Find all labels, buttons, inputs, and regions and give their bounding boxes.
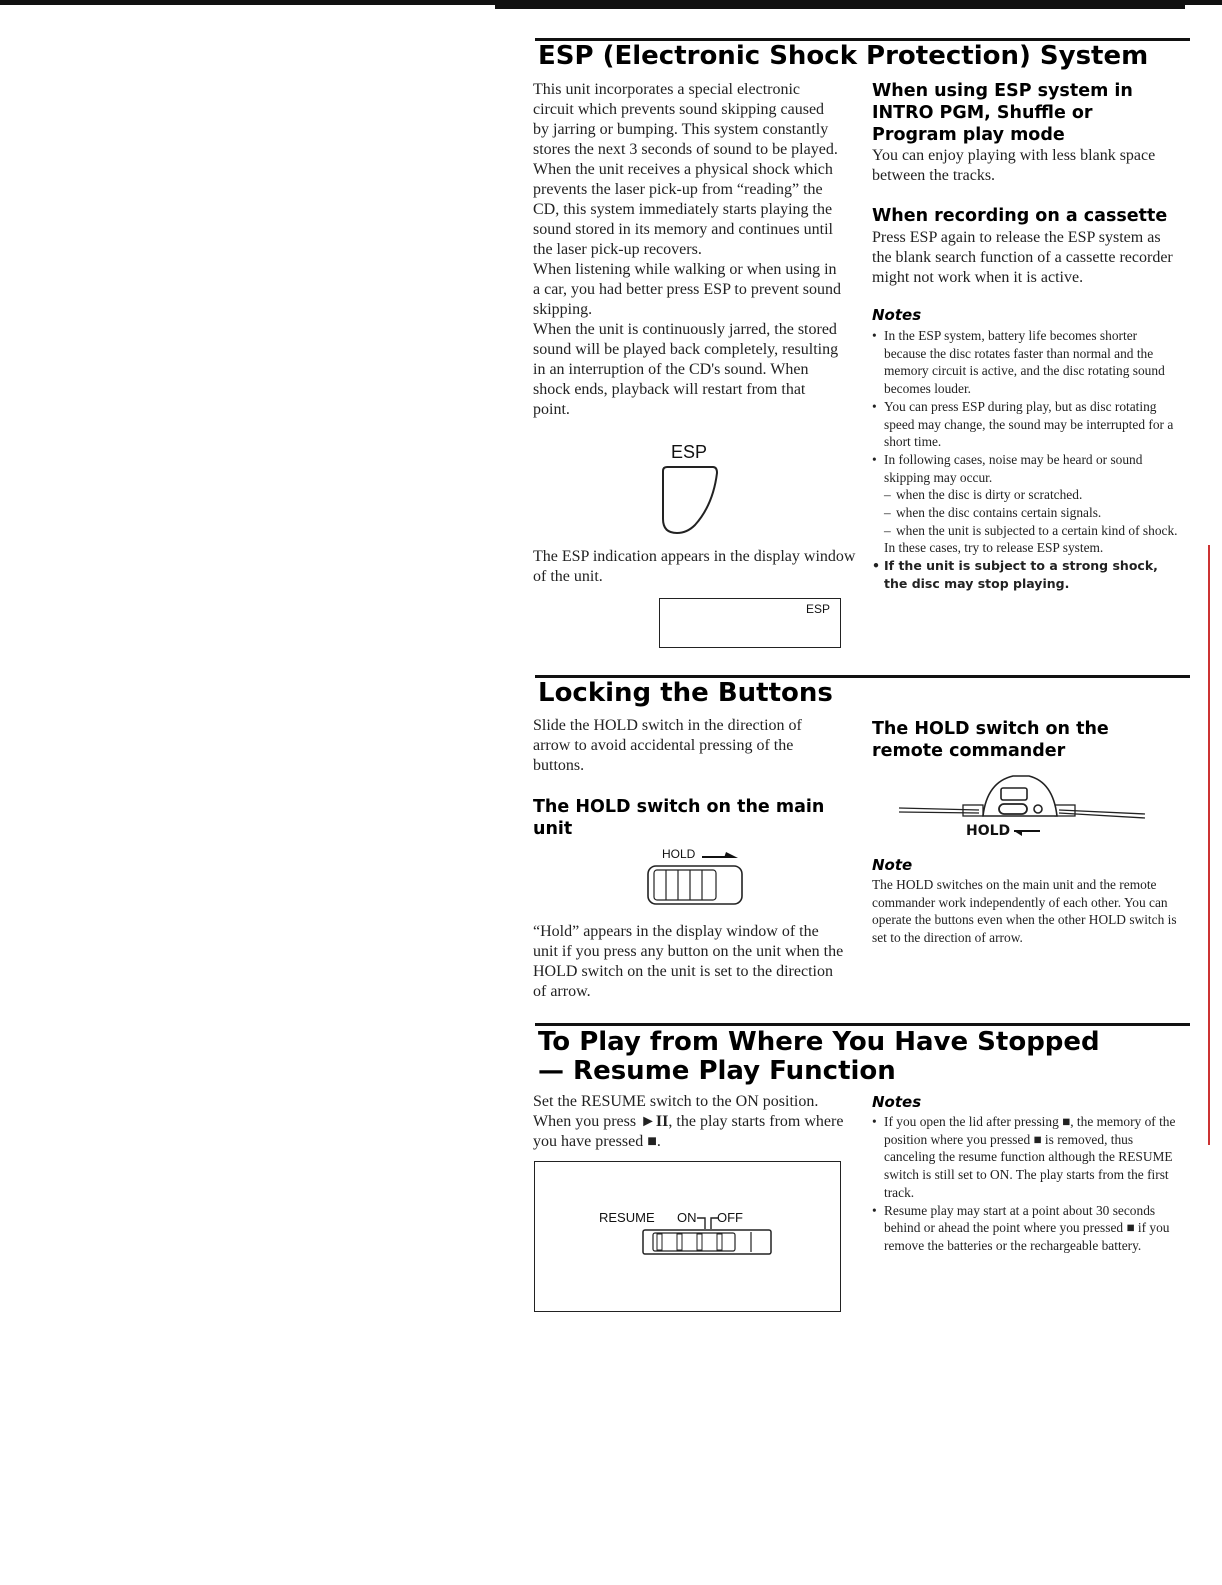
remote-hold-label: HOLD <box>966 823 1011 839</box>
main-hold-switch-icon <box>646 864 746 908</box>
esp-button-label: ESP <box>671 442 708 462</box>
esp-intro-pgm-heading: When using ESP system in INTRO PGM, Shuffle or Program play mode <box>872 81 1133 145</box>
resume-off-label: OFF <box>717 1210 743 1225</box>
resume-notes-heading: Notes <box>872 1093 922 1111</box>
resume-notes-list <box>872 1113 1184 1255</box>
esp-notes-list <box>872 327 1182 593</box>
resume-section-rule <box>535 1023 1190 1026</box>
esp-note-1: • In the ESP system, battery life becomes shorter because the disc rotates faster than normal and the memory circuit is active, and the disc rotating sound becomes louder. <box>872 327 1182 398</box>
lock-note-heading: Note <box>872 856 913 874</box>
lock-remote-heading: The HOLD switch on the remote commander <box>872 719 1109 761</box>
lock-intro-text: Slide the HOLD switch in the direction of arrow to avoid accidental pressing of the buttons. <box>533 717 802 774</box>
remote-commander-icon <box>897 772 1147 822</box>
top-rule-secondary <box>495 5 1185 9</box>
esp-intro-paragraph: This unit incorporates a special electronic circuit which prevents sound skipping caused by jarring or bumping. This system constantly stores the next 3 seconds of sound to be played. When the unit receives a physical shock which prevents the laser pick-up from “reading” the CD, this system immediately starts playing the sound stored in its memory and continues until the laser pick-up recovers. <box>533 81 838 258</box>
esp-note-3-case-2: – when the disc contains certain signals. <box>884 504 1182 522</box>
lock-note-text: The HOLD switches on the main unit and the remote commander work independently of each other. You can operate the buttons even when the other HOLD switch is set to the direction of arrow. <box>872 877 1177 946</box>
esp-note-3-tail: In these cases, try to release ESP system. <box>884 540 1104 556</box>
esp-note-2: • You can press ESP during play, but as disc rotating speed may change, the sound may be interrupted for a short time. <box>872 398 1182 451</box>
play-pause-symbol: ►II <box>640 1113 669 1130</box>
esp-recording-heading: When recording on a cassette <box>872 206 1168 226</box>
esp-button-icon <box>655 463 725 538</box>
resume-note-2: • Resume play may start at a point about 30 seconds behind or ahead the point where you pressed ■ if you remove the batteries or the rechargeable battery. <box>872 1202 1184 1255</box>
esp-display-indicator: ESP <box>805 602 830 616</box>
esp-display-window <box>659 598 841 648</box>
lock-main-heading: The HOLD switch on the main unit <box>533 797 825 839</box>
resume-switch-label: RESUME <box>599 1210 655 1225</box>
esp-recording-text: Press ESP again to release the ESP system as the blank search function of a cassette recorder might not work when it is active. <box>872 229 1173 286</box>
esp-note-4: • If the unit is subject to a strong shock, the disc may stop playing. <box>872 557 1182 592</box>
lock-section-title: Locking the Buttons <box>538 678 833 708</box>
resume-intro-text: Set the RESUME switch to the ON position. When you press ►II, the play starts from where you have pressed ■. <box>533 1093 844 1150</box>
esp-notes-heading: Notes <box>872 306 922 324</box>
esp-body-text <box>533 80 843 420</box>
esp-section-title: ESP (Electronic Shock Protection) System <box>538 41 1149 71</box>
stop-symbol: ■ <box>647 1133 657 1150</box>
lock-hold-text: “Hold” appears in the display window of the unit if you press any button on the unit when the HOLD switch on the unit is set to the direction of arrow. <box>533 923 844 1000</box>
esp-intro-pgm-text: You can enjoy playing with less blank space between the tracks. <box>872 147 1156 184</box>
remote-hold-arrow-icon <box>1012 827 1042 837</box>
resume-switch-illustration <box>534 1161 841 1312</box>
esp-indication-text: The ESP indication appears in the display window of the unit. <box>533 548 856 585</box>
esp-note-3-case-1: – when the disc is dirty or scratched. <box>884 486 1182 504</box>
scan-edge-line <box>1208 545 1210 1145</box>
resume-switch-icon <box>641 1228 773 1256</box>
esp-walking-paragraph: When listening while walking or when using in a car, you had better press ESP to prevent sound skipping. <box>533 261 842 318</box>
main-hold-arrow-icon <box>700 850 740 862</box>
esp-note-3: • In following cases, noise may be heard or sound skipping may occur. – when the disc is dirty or scratched. – when the disc contains certain signals. – when the unit is subjected to a certain kind of shock. In these cases, try to release ESP system. <box>872 451 1182 557</box>
main-hold-label: HOLD <box>662 847 696 861</box>
resume-title-line-1: To Play from Where You Have Stopped <box>538 1027 1100 1057</box>
esp-continuous-paragraph: When the unit is continuously jarred, the stored sound will be played back completely, resulting in an interruption of the CD's sound. When shock ends, playback will restart from that point. <box>533 321 839 418</box>
esp-note-3-case-3: – when the unit is subjected to a certain kind of shock. <box>884 522 1182 540</box>
esp-note-3-sublist <box>884 486 1182 539</box>
resume-title-line-2: — Resume Play Function <box>538 1056 896 1086</box>
resume-note-1: • If you open the lid after pressing ■, the memory of the position where you pressed ■ is removed, thus canceling the resume function although the RESUME switch is still set to ON. The play starts from the first track. <box>872 1113 1184 1202</box>
resume-on-label: ON <box>677 1210 697 1225</box>
